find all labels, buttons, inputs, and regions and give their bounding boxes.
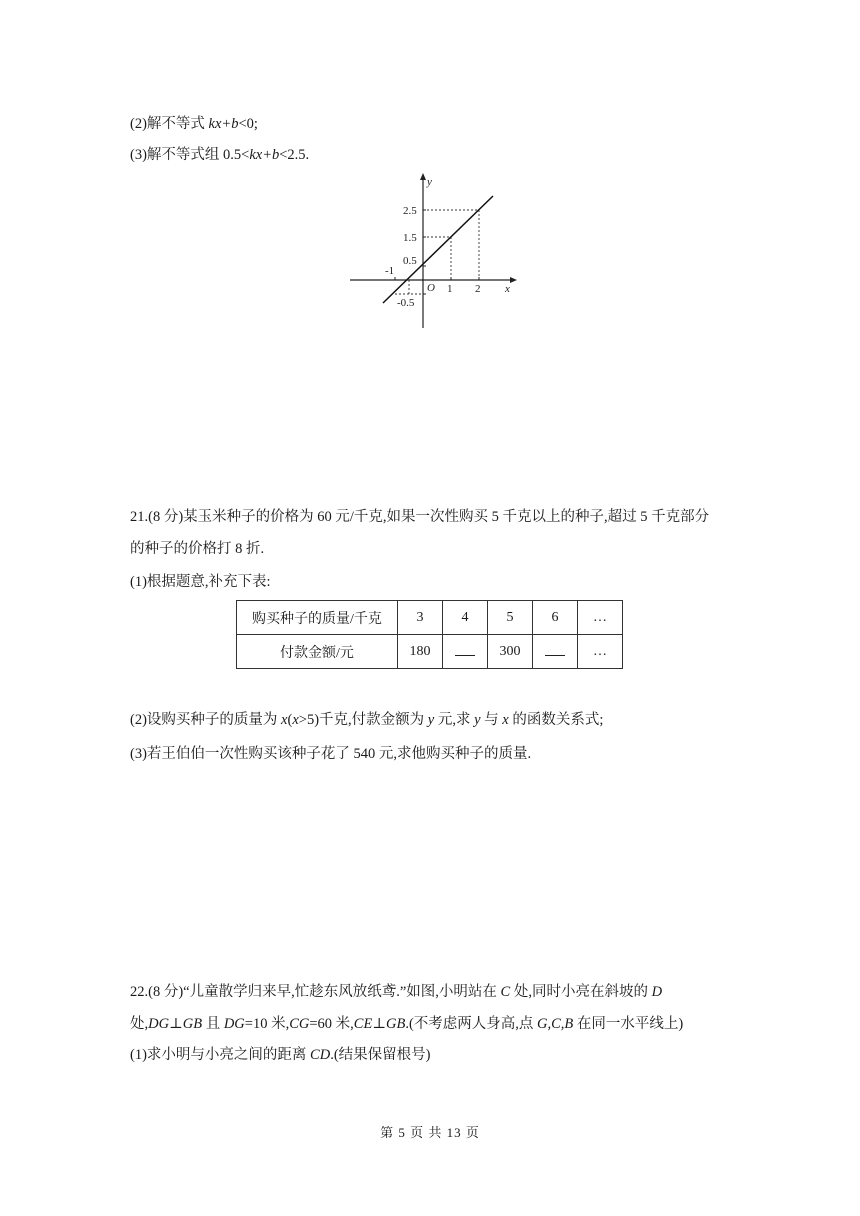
q20-part2: (2)解不等式 kx+b<0; bbox=[130, 116, 258, 132]
y-axis-label: y bbox=[427, 176, 432, 188]
q22-part1: (1)求小明与小亮之间的距离 CD.(结果保留根号) bbox=[130, 1047, 431, 1063]
x-tick-2: 2 bbox=[475, 283, 481, 295]
table-header-payment: 付款金额/元 bbox=[237, 635, 398, 669]
table-cell: 3 bbox=[398, 601, 443, 635]
answer-blank[interactable] bbox=[455, 643, 475, 656]
q21-intro-line2: 的种子的价格打 8 折. bbox=[130, 541, 265, 557]
q21-intro-line1: 21.(8 分)某玉米种子的价格为 60 元/千克,如果一次性购买 5 千克以上的种子,超过 5 千克部分 bbox=[130, 509, 710, 525]
table-cell: 300 bbox=[488, 635, 533, 669]
table-cell: 180 bbox=[398, 635, 443, 669]
x-tick-neg1: -1 bbox=[385, 265, 395, 277]
table-cell-blank[interactable] bbox=[533, 635, 578, 669]
table-cell: 5 bbox=[488, 601, 533, 635]
x-axis-label: x bbox=[505, 283, 510, 295]
y-tick-0.5: 0.5 bbox=[403, 255, 417, 267]
table-cell: … bbox=[578, 601, 623, 635]
y-tick-2.5: 2.5 bbox=[403, 205, 417, 217]
y-tick-1.5: 1.5 bbox=[403, 232, 417, 244]
linear-function-graph bbox=[345, 170, 525, 335]
table-header-mass: 购买种子的质量/千克 bbox=[237, 601, 398, 635]
page-footer: 第 5 页 共 13 页 bbox=[380, 1125, 480, 1140]
x-tick-1: 1 bbox=[447, 283, 453, 295]
table-cell: 4 bbox=[443, 601, 488, 635]
q21-part2: (2)设购买种子的质量为 x(x>5)千克,付款金额为 y 元,求 y 与 x 的函数关系式; bbox=[130, 712, 604, 728]
q20-part3: (3)解不等式组 0.5<kx+b<2.5. bbox=[130, 147, 310, 163]
seed-price-table bbox=[236, 600, 623, 669]
x-axis-arrow bbox=[510, 277, 517, 283]
table-row bbox=[237, 635, 623, 669]
table-cell: … bbox=[578, 635, 623, 669]
origin-label: O bbox=[427, 282, 435, 294]
q21-part3: (3)若王伯伯一次性购买该种子花了 540 元,求他购买种子的质量. bbox=[130, 746, 532, 762]
table-cell: 6 bbox=[533, 601, 578, 635]
table-row bbox=[237, 601, 623, 635]
answer-blank[interactable] bbox=[545, 643, 565, 656]
q22-line1: 22.(8 分)“儿童散学归来早,忙趁东风放纸鸢.”如图,小明站在 C 处,同时小亮在斜坡的 D bbox=[130, 984, 663, 1000]
y-tick-neg0.5: -0.5 bbox=[397, 297, 415, 309]
q21-part1: (1)根据题意,补充下表: bbox=[130, 574, 271, 590]
y-axis-arrow bbox=[420, 173, 426, 180]
q22-line2: 处,DG⊥GB 且 DG=10 米,CG=60 米,CE⊥GB.(不考虑两人身高,点 G,C,B 在同一水平线上) bbox=[130, 1016, 684, 1032]
table-cell-blank[interactable] bbox=[443, 635, 488, 669]
